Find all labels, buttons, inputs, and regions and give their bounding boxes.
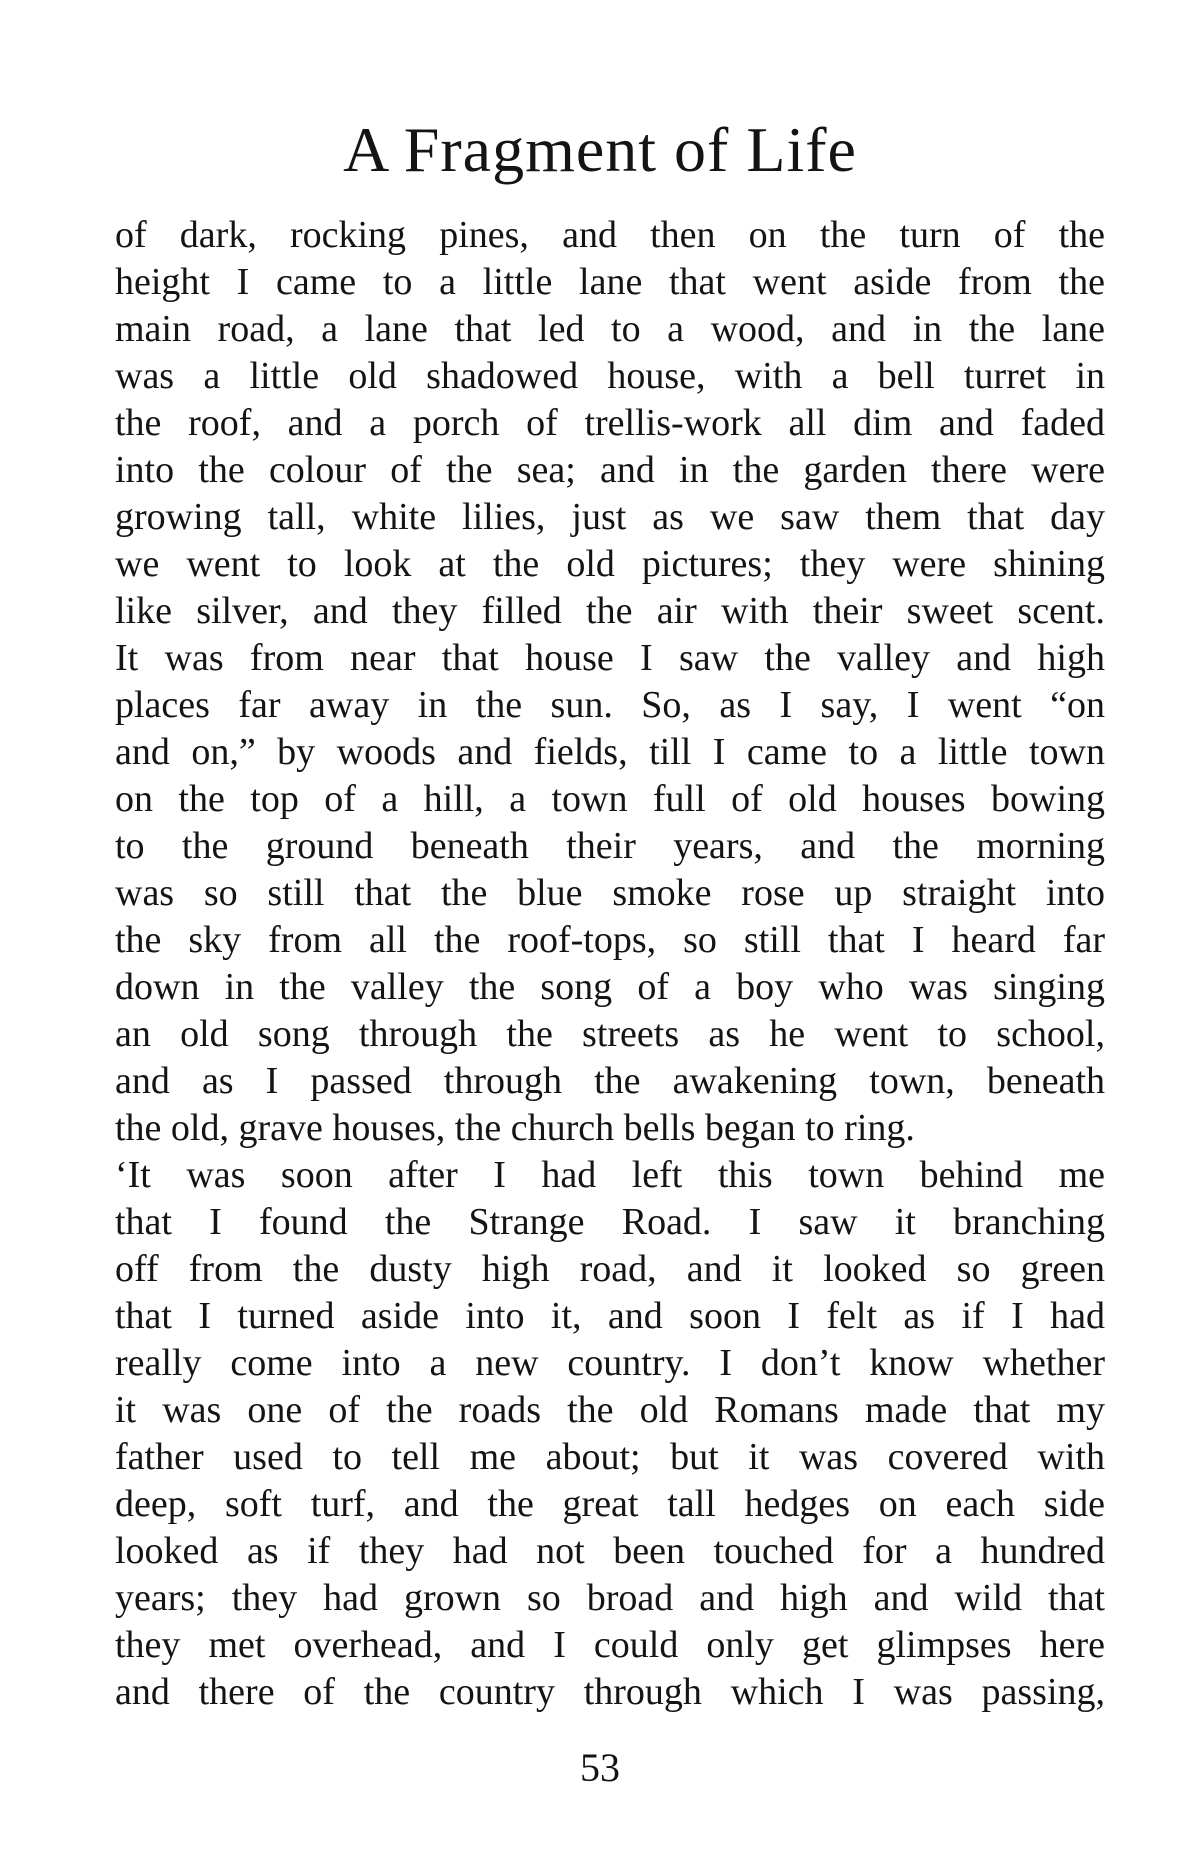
paragraph-start-line: ‘It was soon after I had left this town behind me bbox=[115, 1154, 1105, 1196]
text-line: off from the dusty high road, and it looked so green bbox=[115, 1248, 1105, 1290]
text-line: into the colour of the sea; and in the garden there were bbox=[115, 449, 1105, 491]
text-line: it was one of the roads the old Romans made that my bbox=[115, 1389, 1105, 1431]
text-line: like silver, and they filled the air with their sweet scent. bbox=[115, 590, 1105, 632]
paragraph-end-line: the old, grave houses, the church bells began to ring. bbox=[115, 1107, 915, 1149]
text-line: an old song through the streets as he went to school, bbox=[115, 1013, 1105, 1055]
text-line: growing tall, white lilies, just as we saw them that day bbox=[115, 496, 1105, 538]
text-line: they met overhead, and I could only get glimpses here bbox=[115, 1624, 1105, 1666]
text-line: really come into a new country. I don’t know whether bbox=[115, 1342, 1105, 1384]
running-head: A Fragment of Life bbox=[343, 114, 857, 185]
text-line: main road, a lane that led to a wood, and in the lane bbox=[115, 308, 1105, 350]
text-line: and on,” by woods and fields, till I came to a little town bbox=[115, 731, 1105, 773]
text-line: on the top of a hill, a town full of old houses bowing bbox=[115, 778, 1105, 820]
text-line: the sky from all the roof-tops, so still that I heard far bbox=[115, 919, 1105, 961]
text-line: father used to tell me about; but it was covered with bbox=[115, 1436, 1105, 1478]
text-line: deep, soft turf, and the great tall hedges on each side bbox=[115, 1483, 1105, 1525]
text-line: that I found the Strange Road. I saw it branching bbox=[115, 1201, 1105, 1243]
text-line: and there of the country through which I was passing, bbox=[115, 1671, 1105, 1713]
text-line: to the ground beneath their years, and the morning bbox=[115, 825, 1105, 867]
page-number: 53 bbox=[580, 1745, 620, 1790]
text-line: the roof, and a porch of trellis-work all dim and faded bbox=[115, 402, 1105, 444]
text-line: that I turned aside into it, and soon I felt as if I had bbox=[115, 1295, 1105, 1337]
text-line: looked as if they had not been touched for a hundred bbox=[115, 1530, 1105, 1572]
body-text bbox=[115, 212, 1105, 1716]
text-line: height I came to a little lane that went aside from the bbox=[115, 261, 1105, 303]
text-line: of dark, rocking pines, and then on the turn of the bbox=[115, 214, 1105, 256]
text-line: It was from near that house I saw the valley and high bbox=[115, 637, 1105, 679]
text-line: was so still that the blue smoke rose up straight into bbox=[115, 872, 1105, 914]
text-line: down in the valley the song of a boy who was singing bbox=[115, 966, 1105, 1008]
text-line: years; they had grown so broad and high and wild that bbox=[115, 1577, 1105, 1619]
text-line: places far away in the sun. So, as I say, I went “on bbox=[115, 684, 1105, 726]
text-line: and as I passed through the awakening town, beneath bbox=[115, 1060, 1105, 1102]
text-line: we went to look at the old pictures; they were shining bbox=[115, 543, 1105, 585]
text-line: was a little old shadowed house, with a bell turret in bbox=[115, 355, 1105, 397]
